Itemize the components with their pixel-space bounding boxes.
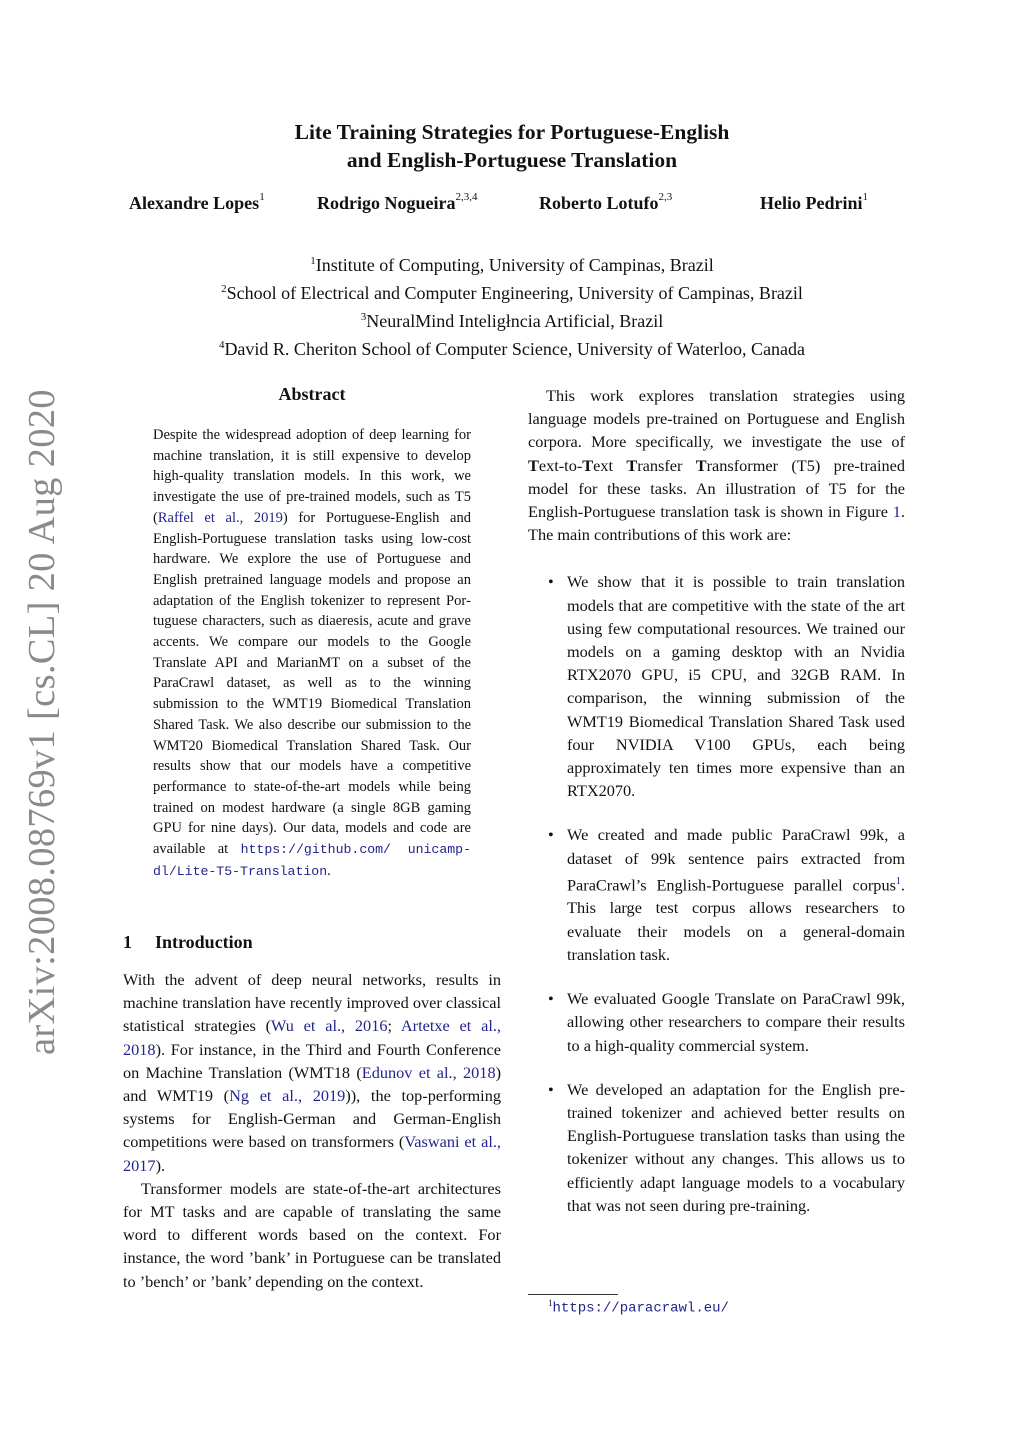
t5-letter: T: [626, 455, 638, 475]
author-affil-marker: 1: [862, 191, 868, 203]
abstract-body: [153, 425, 471, 882]
introduction-body: [123, 968, 501, 1293]
author-name: Rodrigo Nogueira: [317, 193, 456, 213]
citation-link[interactable]: Edunov et al., 2018: [361, 1062, 496, 1082]
author-1: [129, 193, 265, 214]
affiliation-3: [0, 305, 1024, 333]
body-text: ransformer (T5) pre-trained model for these tasks. An illustration of T5 for the English-Portuguese translation task is shown in Figure: [528, 455, 906, 522]
author-name: Helio Pedrini: [760, 193, 863, 213]
author-2: [317, 193, 478, 214]
citation-link[interactable]: Wu et al., 2016: [271, 1016, 388, 1036]
author-affil-marker: 2,3: [658, 191, 673, 203]
list-item: [528, 987, 905, 1057]
list-item: [528, 1078, 905, 1217]
affiliations: [0, 249, 1024, 361]
list-item-text: We developed an adaptation for the English pre-trained tokenizer and achieved better results on English-Portuguese translation tasks than using the tokenizer without any changes. This allows us to efficiently adapt language models to a vocabulary that was not seen during pre-training.: [567, 1079, 905, 1215]
section-title: Introduction: [155, 932, 253, 952]
body-text: With the advent of deep neural networks, results in machine translation have recently improved over classical statistical strategies (: [123, 970, 501, 1036]
affil-text: School of Electrical and Computer Engineering, University of Campinas, Brazil: [226, 283, 803, 303]
bullet-icon: •: [548, 825, 554, 845]
title-line-2: and English-Portuguese Translation: [346, 148, 678, 172]
author-3: [539, 193, 672, 214]
abstract-text: ) for Portuguese-English and English-Portuguese translation tasks using low-cost hardware. We explore the use of Portuguese and English pretrained language models and propose an adaptation of the English tokenizer to represent Portuguese characters, such as diaeresis, acute and grave accents. We compare our models to the Google Translate API and MarianMT on a subset of the ParaCrawl dataset, as well as to the winning submission to the WMT19 Biomedical Translation Shared Task. We also describe our submission to the WMT20 Biomedical Translation Shared Task. Our results show that our models have a competitive performance to state-of-the-art models while being trained on modest hardware (a single 8GB gaming GPU for nine days). Our data, models and code are available at: [153, 509, 471, 858]
bullet-icon: •: [548, 989, 554, 1009]
list-item-text: We created and made public ParaCrawl 99k, a dataset of 99k sentence pairs extracted from ParaCrawl’s English-Portuguese parallel corpus: [567, 825, 905, 895]
body-text: ext: [593, 455, 627, 475]
author-4: [760, 193, 868, 214]
footnote-divider: [528, 1294, 618, 1295]
affiliation-4: [0, 333, 1024, 361]
affil-marker: 2: [221, 283, 227, 295]
body-text: ) and WMT19 (: [123, 1062, 502, 1106]
list-item: [528, 823, 905, 966]
author-name: Roberto Lotufo: [539, 193, 659, 213]
abstract-text: Despite the widespread adoption of deep learning for machine translation, it is still expensive to develop high-quality translation models. In this work, we investigate the use of pre-trained models, such as T5 (: [153, 427, 471, 526]
section-number: 1: [123, 932, 132, 952]
abstract-heading: Abstract: [278, 384, 346, 404]
paracrawl-url-link[interactable]: https://paracrawl.eu/: [552, 1300, 729, 1317]
list-item-text: We evaluated Google Translate on ParaCrawl 99k, allowing other researchers to compare their results to a high-quality commercial system.: [567, 989, 905, 1055]
intro-paragraph-1: [123, 968, 501, 1177]
affil-marker: 3: [360, 311, 367, 323]
affiliation-2: [0, 277, 1024, 305]
citation-link[interactable]: Vaswani et al., 2017: [123, 1132, 501, 1175]
title-line-1: Lite Training Strategies for Portuguese-English: [294, 120, 730, 144]
footnote-ref-link[interactable]: 1: [895, 875, 901, 887]
body-text: ;: [387, 1016, 401, 1036]
body-text: )), the top-performing systems for English-German and German-English competitions were based on transformers (: [123, 1086, 501, 1152]
affil-text: Institute of Computing, University of Campinas, Brazil: [315, 255, 714, 275]
t5-letter: T: [528, 455, 539, 475]
body-text: ). For instance, in the Third and Fourth Conference on Machine Translation (WMT18 (: [123, 1039, 501, 1082]
affil-marker: 1: [310, 255, 316, 267]
contributions-list: [528, 570, 905, 1217]
author-affil-marker: 2,3,4: [455, 191, 478, 203]
figure-ref-link[interactable]: 1: [892, 502, 901, 522]
affil-marker: 4: [218, 339, 225, 351]
body-text: ).: [155, 1155, 166, 1175]
list-item-text: . This large test corpus allows researchers to evaluate their models on a general-domain translation task.: [567, 875, 905, 964]
list-item-text: We show that it is possible to train translation models that are competitive with the state of the art using few computational resources. We trained our models on a gaming desktop with an Nvidia RTX2070 GPU, i5 CPU, and 32GB RAM. In comparison, the winning submission of the WMT19 Biomedical Translation Shared Task used four NVIDIA V100 GPUs, each being approximately ten times more expensive than an RTX2070.: [567, 572, 905, 801]
citation-link[interactable]: Ng et al., 2019: [229, 1086, 346, 1106]
body-text: ransfer: [637, 455, 696, 475]
section-heading: [123, 932, 253, 953]
body-text: This work explores translation strategies using language models pre-trained on Portuguese and English corpora. More specifically, we investigate the use of: [528, 386, 905, 452]
arxiv-identifier-stamp: arXiv:2008.08769v1 [cs.CL] 20 Aug 2020: [21, 389, 63, 1055]
list-item: [528, 570, 905, 802]
paper-title: [0, 118, 1024, 174]
bullet-icon: •: [548, 572, 554, 592]
author-name: Alexandre Lopes: [129, 193, 260, 213]
affil-text: David R. Cheriton School of Computer Science, University of Waterloo, Canada: [224, 339, 806, 359]
url-part: https://github.com/: [240, 842, 391, 858]
citation-link[interactable]: Artetxe et al., 2018: [123, 1016, 501, 1059]
affil-text: NeuralMind Inteligłncia Artificial, Brazil: [366, 311, 664, 331]
bullet-icon: •: [548, 1079, 554, 1099]
right-column: [528, 384, 905, 1217]
body-text: . The main contributions of this work are:: [528, 502, 905, 545]
t5-letter: T: [695, 455, 707, 475]
footnote-marker: 1: [548, 1298, 553, 1308]
body-text: ext-to-: [538, 455, 583, 475]
t5-letter: T: [582, 455, 594, 475]
citation-link[interactable]: Raffel et al., 2019: [157, 509, 283, 526]
author-affil-marker: 1: [259, 191, 265, 203]
intro-paragraph-2: Transformer models are state-of-the-art architectures for MT tasks and are capable of translating the same word to different words based on the context. For instance, the word ’bank’ in Portuguese can be translated to ’bench’ or ’bank’ depending on the context.: [123, 1178, 501, 1291]
url-part: unicamp-dl/Lite-T5-Translation: [153, 842, 471, 879]
footnote: [548, 1298, 729, 1317]
right-paragraph: [528, 384, 905, 546]
affiliation-1: [0, 249, 1024, 277]
abstract-text: .: [327, 862, 331, 879]
